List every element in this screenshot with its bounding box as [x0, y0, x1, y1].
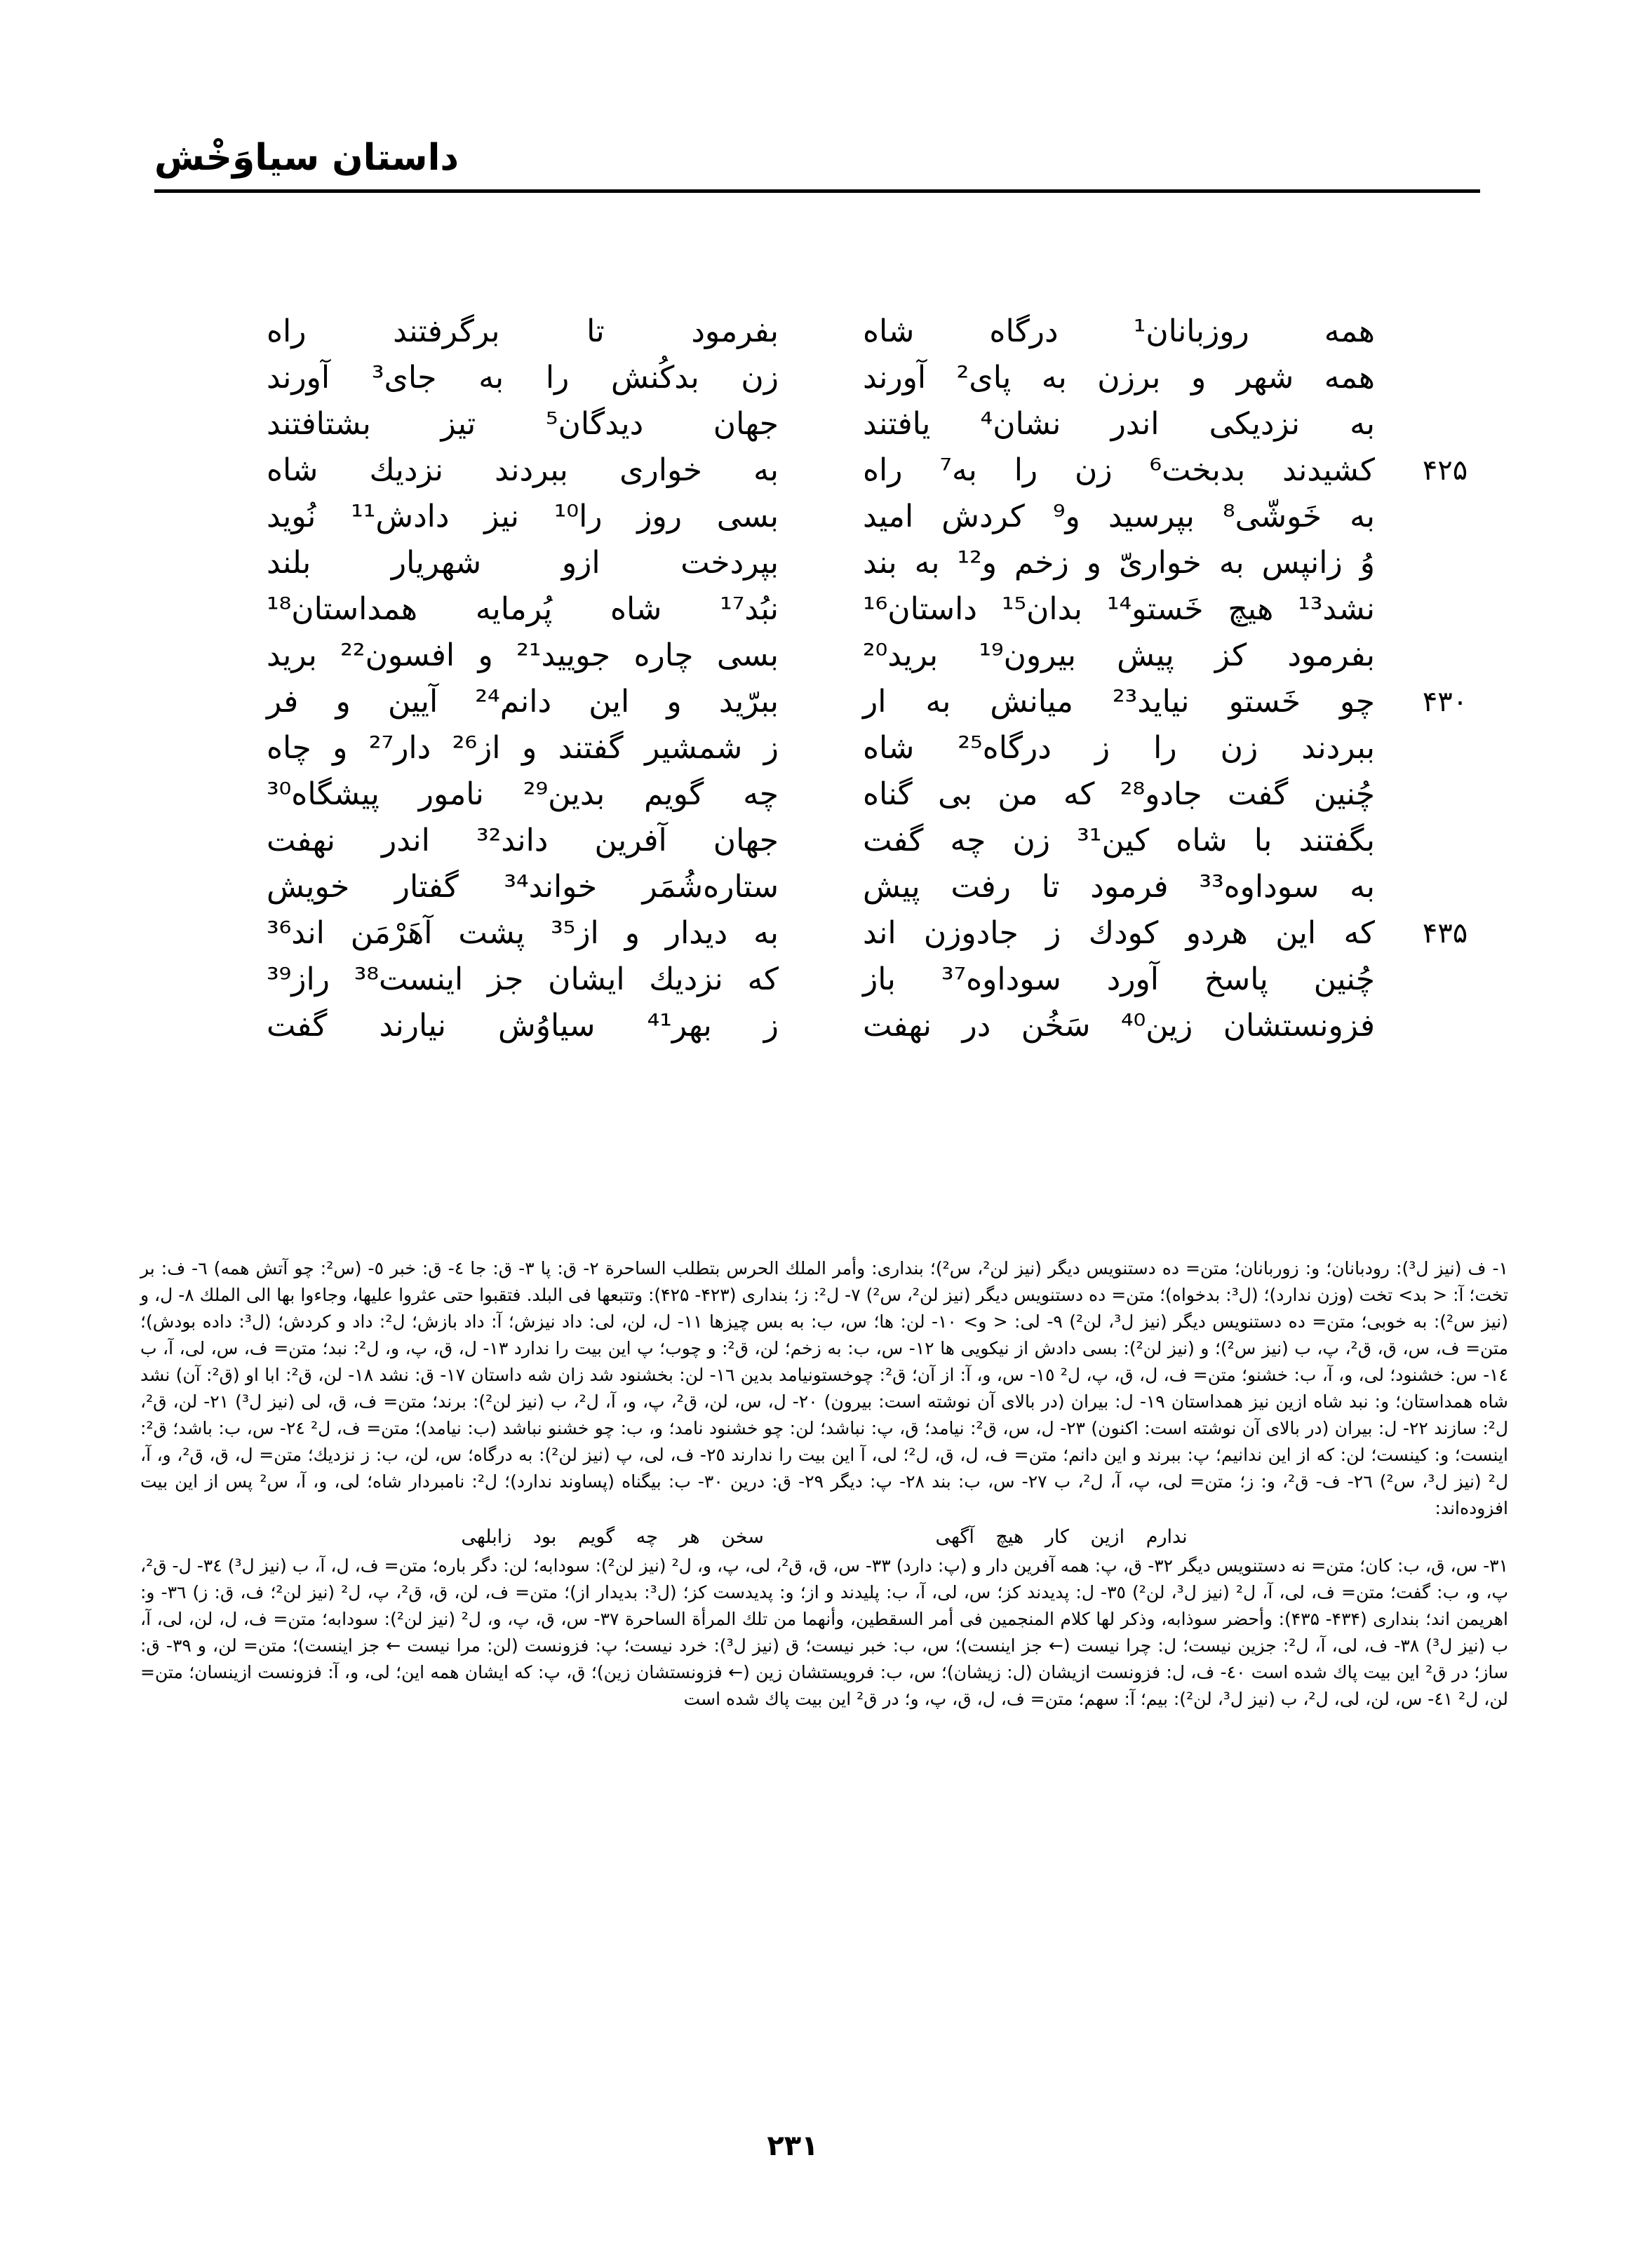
- hemistich-first: به نزدیکی اندر نشان⁴ یافتند: [863, 406, 1375, 442]
- verse-number: [1413, 1003, 1477, 1049]
- hemistich-first: ببردند زن را ز درگاه²⁵ شاه: [863, 730, 1376, 766]
- page-number: ۲۳۱: [767, 2130, 819, 2162]
- couplet: [0, 771, 1652, 818]
- verse-number: [1413, 540, 1477, 586]
- hemistich-first: همه شهر و برزن به پای² آورند: [863, 360, 1375, 396]
- couplet: [0, 309, 1652, 355]
- couplet: [0, 1003, 1652, 1049]
- couplet: [0, 540, 1652, 586]
- hemistich-second: که نزدیك ایشان جز اینست³⁸ راز³⁹: [267, 961, 779, 997]
- footnote-inserted-verse: [140, 1522, 1508, 1553]
- poem-body: [0, 309, 1652, 1049]
- hemistich-second: زن بدکُنش را به جای³ آورند: [267, 360, 779, 396]
- couplet: [0, 725, 1652, 771]
- hemistich-first: کشیدند بدبخت⁶ زن را به⁷ راه: [863, 452, 1375, 488]
- hemistich-second: بسی روز را¹⁰ نیز دادش¹¹ نُوید: [267, 499, 779, 534]
- hemistich-second: ز بهر⁴¹ سیاوُش نیارند گفت: [267, 1008, 779, 1044]
- couplet: [0, 494, 1652, 540]
- couplet: [0, 586, 1652, 633]
- hemistich-second: جهان آفرین داند³² اندر نهفت: [267, 823, 779, 858]
- footnote-paragraph: ۱- ف (نیز ل³): رودبانان؛ و: زوربانان؛ متن= ده دستنویس دیگر (نیز لن²، س²)؛ بنداری: وأمر الملك الحرس بتطلب الساحرة ۲- ق: پا ۳- ق: جا ٤- ق: خبر ٥- (س²: چو آتش همه) ٦- ف: بر تخت؛ آ: < بد> تخت (وزن ندارد)؛ (ل³: بدخواه)؛ متن= ده دستنویس دیگر (نیز لن²، س²) ۷- ل²: ز؛ بنداری (۴۲۳- ۴۲۵): وتتبعها فی البلد. فتقبوا حتی عثروا علیها، وجاءوا بها الی الملك ۸- ل، و (نیز س²): به خوبی؛ متن= ده دستنویس دیگر (نیز ل³، لن²) ۹- لی: < و> ۱۰- لن: ها؛ س، ب: به بس چیزها ۱۱- ل، لن، لی: داد نیزش؛ آ: داد بازش؛ ل²: داد و کردش؛ (ل³: داده بودش)؛ متن= ف، س، ق، ق²، پ، ب (نیز س²)؛ و (نیز لن²): بسی دادش از نیکویی ها ۱۲- س، ب: به زخم؛ لن، ق²: و چوب؛ پ این بیت را ندارد ۱۳- ل، ق، پ، و، ل²: نبد؛ متن= ف، س، لی، آ، ب ۱٤- س: خشنود؛ لی، و، آ، ب: خشنو؛ متن= ف، ل، ق، پ، ل² ۱٥- س، و، آ: از آن؛ ق²: چوخستونیامد بدین ۱٦- لن: بخشنود شد زان شه داستان ۱۷- ق: نشد ۱۸- لن، ق²: ابا او (ق²: آن) نشد شاه همداستان؛ و: نبد شاه ازین نیز همداستان ۱۹- ل: بیران (در بالای آن نوشته است: بیرون) ۲۰- ل، س، لن، ق²، پ، و، آ، ل²، ب (نیز لن²): برند؛ متن= ف، ق، لی (نیز ل³) ۲۱- لن، ق²، ل²: سازند ۲۲- ل: بیران (در بالای آن نوشته است: اکنون) ۲۳- ل، س، ق²: نیامد؛ ق، پ: نباشد؛ لن: چو خشنود نامد؛ و، ب: چو خشنو نباشد (ب: نیامد)؛ متن= ف، ل² ۲٤- س، ب: باشد؛ ق²: اینست؛ و: کینست؛ لن: که از این ندانیم؛ پ: ببرند و این دانم؛ متن= ف، ل، ق، ل²؛ لی، آ این بیت را ندارند ۲٥- ف، لی، پ (نیز لن²): به درگاه؛ س، لن، ب: ز نزدیك؛ متن= ل، ق، ق²، و، آ، ل² (نیز ل³، س²) ۲٦- ف- ق²، و: ز؛ متن= لی، پ، آ، ل²، ب ۲۷- س، ب: بند ۲۸- پ: دیگر ۲۹- ق: درین ۳۰- ب: بیگناه (پساوند ندارد)؛ ل²: نامبردار شاه؛ لی، و، آ، س² پس از این بیت افزوده‌اند:: [140, 1258, 1509, 1518]
- couplet: [0, 679, 1652, 725]
- hemistich-first: چُنین گفت جادو²⁸ که من بی گناه: [863, 776, 1375, 812]
- couplet: [0, 818, 1652, 864]
- couplet: [0, 355, 1652, 401]
- hemistich-second: نبُد¹⁷ شاه پُرمایه همداستان¹⁸: [267, 591, 779, 627]
- hemistich-second: بسی چاره جویید²¹ و افسون²² برید: [267, 637, 779, 673]
- couplet: [0, 910, 1652, 957]
- hemistich-first: بگفتند با شاه کین³¹ زن چه گفت: [863, 823, 1376, 858]
- hemistich-second: ز شمشیر گفتند و از²⁶ دار²⁷ و چاه: [267, 730, 779, 766]
- verse-number: [1413, 355, 1477, 401]
- verse-number: ۴۳۵: [1422, 917, 1468, 950]
- couplet: [0, 957, 1652, 1003]
- couplet: [0, 864, 1652, 910]
- hemistich-second: جهان دیدگان⁵ تیز بشتافتند: [267, 406, 779, 442]
- hemistich-first: همه روزبانان¹ درگاه شاه: [863, 313, 1375, 349]
- footnote-paragraph: ۳۱- س، ق، ب: کان؛ متن= نه دستنویس دیگر ۳۲- ق، پ: همه آفرین دار و (پ: دارد) ۳۳- س، ق، ق²، لی، پ، و، ل² (نیز لن²): سودابه؛ لن: دگر باره؛ متن= ف، ل، آ، ب (نیز ل³) ۳٤- ل- ق²، پ، و، ب: گفت؛ متن= ف، لی، آ، ل² (نیز ل³، لن²) ۳٥- ل: پدیدند کز؛ س، لی، آ، ب: پلیدند و از؛ و: پدیدست کز؛ (ل³: بدیدار از)؛ متن= ف، لن، ق، ق²، پ، ل² (نیز لن²؛ ف، ق: ز) ۳٦- و: اهریمن اند؛ بنداری (۴۳۴- ۴۳۵): وأحضر سوذابه، وذکر لها کلام المنجمین فی أمر السقطین، وأنهما من تلك المرأة الساحرة ۳۷- س، ق، پ، و، ل² (نیز لن²): سودابه؛ متن= ف، ل، لن، لی، آ، ب (نیز ل³) ۳۸- ف، لی، آ، ل²: جزین نیست؛ ل: چرا نیست (← جز اینست)؛ س، ب: خبر نیست؛ ق (نیز ل³): خرد نیست؛ پ: فزونست (لن: مرا نیست ← جز اینست)؛ متن= لن، و ۳۹- ق: ساز؛ در ق² این بیت پاك شده است ٤۰- ف، ل: فزونست ازیشان (ل: زیشان)؛ س، ب: فرویستشان زین (← فزونستشان زین)؛ ق، پ: که ایشان همه این؛ لی، و، آ: فزونست ازینسان؛ متن= لن، ل² ٤۱- س، لن، لی، ل²، ب (نیز ل³، لن²): بیم؛ آ: سهم؛ متن= ف، ل، ق، پ، و؛ در ق² این بیت پاك شده است: [140, 1555, 1509, 1709]
- verse-number: [1413, 494, 1477, 540]
- header-rule: [154, 189, 1480, 193]
- page-header-title: داستان سیاوَخْش: [154, 137, 459, 179]
- verse-number: [1413, 957, 1477, 1003]
- hemistich-second: به خواری ببردند نزدیك شاه: [267, 452, 779, 488]
- hemistich-second: ببرّید و این دانم²⁴ آیین و فر: [267, 684, 779, 720]
- hemistich-first: وُ زانپس به خواریّ و زخم و¹² به بند: [863, 545, 1375, 581]
- verse-number: [1413, 771, 1477, 818]
- verse-number: [1413, 818, 1477, 864]
- couplet: [0, 447, 1652, 494]
- verse-number: ۴۲۵: [1422, 454, 1468, 487]
- inserted-hemistich-second: سخن هر چه گویم بود زابلهی: [461, 1526, 764, 1548]
- inserted-hemistich-first: ندارم ازین کار هیچ آگهی: [935, 1526, 1188, 1548]
- hemistich-first: چو خَستو نیاید²³ میانش به ار: [863, 684, 1375, 720]
- verse-number: [1413, 309, 1477, 355]
- hemistich-second: ستاره‌شُمَر خواند³⁴ گفتار خویش: [267, 869, 779, 905]
- hemistich-second: بفرمود تا برگرفتند راه: [267, 313, 779, 349]
- couplet: [0, 401, 1652, 447]
- couplet: [0, 633, 1652, 679]
- verse-number: [1413, 586, 1477, 633]
- hemistich-first: که این هردو کودك ز جادوزن اند: [863, 915, 1375, 951]
- verse-number: [1413, 401, 1477, 447]
- hemistich-first: چُنین پاسخ آورد سوداوه³⁷ باز: [863, 961, 1375, 997]
- hemistich-first: فزونستشان زین⁴⁰ سَخُن در نهفت: [863, 1008, 1375, 1044]
- hemistich-first: به خَوشّی⁸ بپرسید و⁹ کردش امید: [863, 499, 1376, 534]
- verse-number: [1413, 633, 1477, 679]
- hemistich-first: به سوداوه³³ فرمود تا رفت پیش: [863, 869, 1376, 905]
- verse-number: [1413, 864, 1477, 910]
- hemistich-second: بپردخت ازو شهریار بلند: [267, 545, 779, 581]
- hemistich-first: نشد¹³ هیچ خَستو¹⁴ بدان¹⁵ داستان¹⁶: [863, 591, 1375, 627]
- hemistich-first: بفرمود کز پیش بیرون¹⁹ برید²⁰: [863, 637, 1375, 673]
- verse-number: ۴۳۰: [1422, 686, 1468, 718]
- hemistich-second: به دیدار و از³⁵ پشت آهَرْمَن اند³⁶: [267, 915, 779, 951]
- hemistich-second: چه گویم بدین²⁹ نامور پیشگاه³⁰: [267, 776, 779, 812]
- footnotes: [140, 1255, 1508, 1713]
- verse-number: [1413, 725, 1477, 771]
